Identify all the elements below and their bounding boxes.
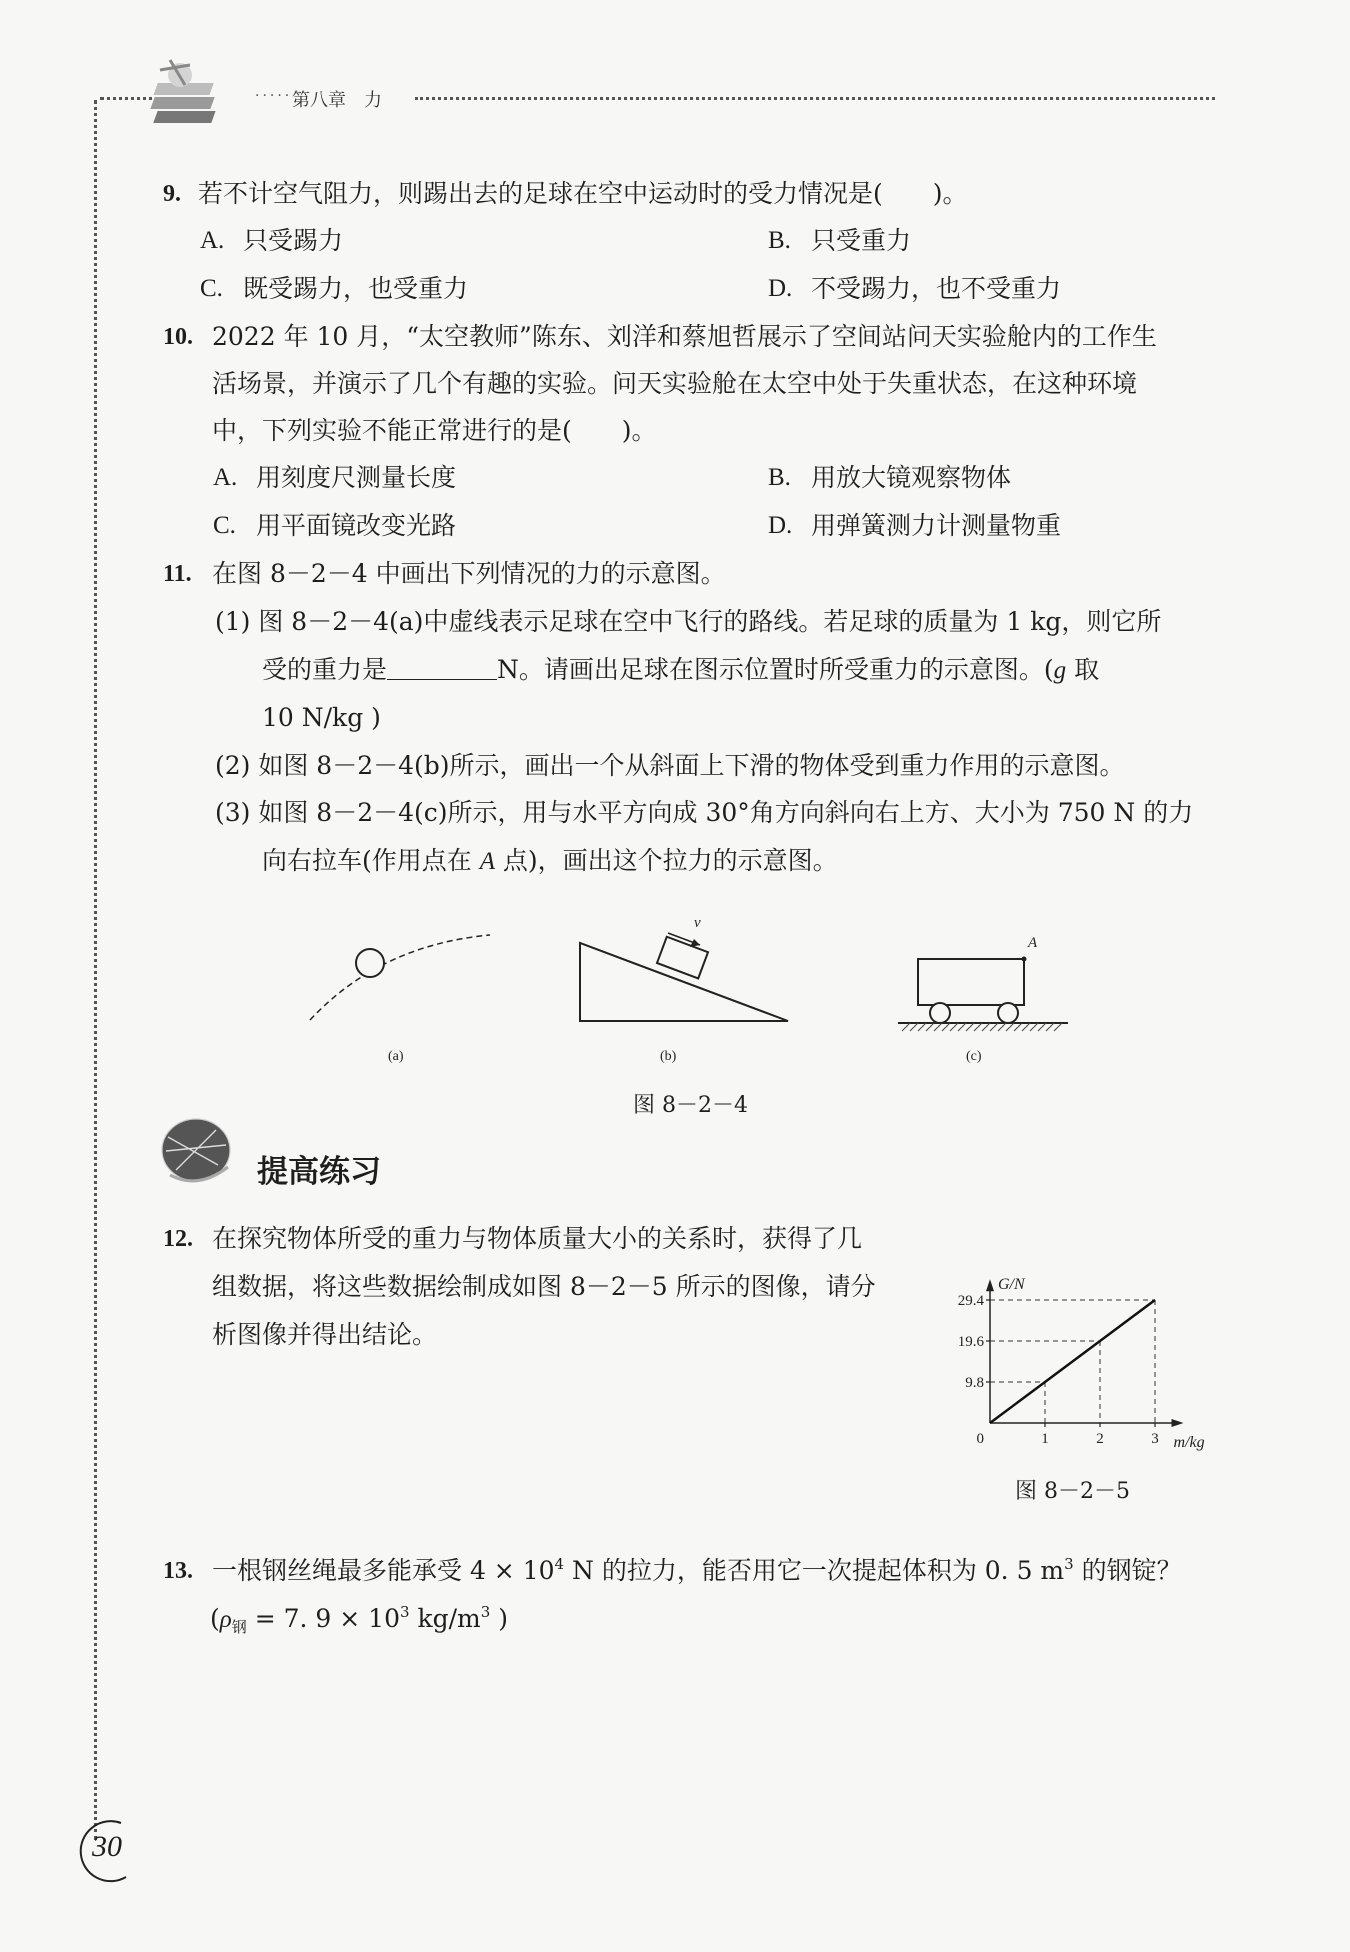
answer-blank[interactable] [387,655,497,680]
q11-stem: 在图 8－2－4 中画出下列情况的力的示意图。 [212,559,726,588]
q11-part2: (2) 如图 8－2－4(b)所示，画出一个从斜面上下滑的物体受到重力作用的示意图。 [215,751,1125,780]
gravity-mass-chart [940,1210,1230,1460]
x-tick-label: 3 [1151,1431,1159,1447]
section-title: 提高练习 [257,1154,381,1189]
q9-option-d: 不受踢力，也不受重力 [811,274,1062,303]
q13-text-c: 的钢锭？ [1073,1556,1182,1585]
q13-rho-sub: 钢 [231,1618,247,1636]
q13-number: 13. [163,1558,193,1584]
q11-part3-text-b: 点)，画出这个拉力的示意图。 [494,846,838,875]
q11-point-a: A [479,848,495,875]
q13-text-a: 一根钢丝绳最多能承受 4 × 10 [212,1556,555,1585]
q11-part1-text-c: 取 [1066,655,1100,684]
q13-exp-2: 3 [1064,1555,1074,1573]
q9-option-d-letter: D. [768,275,793,302]
origin-label: 0 [976,1431,984,1447]
ground-hatching [902,1023,1062,1031]
q12-line-3: 析图像并得出结论。 [212,1320,438,1349]
q9-option-a-letter: A. [200,227,225,254]
chapter-logo-icon [150,55,260,135]
q10-option-c: 用平面镜改变光路 [256,511,457,540]
q11-number: 11. [163,561,192,587]
x-tick-label: 2 [1096,1431,1104,1447]
chapter-title: 第八章 力 [292,90,382,111]
q9-option-b-letter: B. [768,227,791,254]
q11-part1-line1: (1) 图 8－2－4(a)中虚线表示足球在空中飞行的路线。若足球的质量为 1 kg，则它所 [215,607,1162,636]
data-line [990,1300,1155,1423]
q10-option-a-letter: A. [213,464,238,491]
q11-part3-text-a: 向右拉车(作用点在 [262,846,480,875]
q10-number: 10. [163,324,193,350]
point-a-label: A [1028,935,1038,951]
header-dotted-rule [415,97,1215,100]
q10-line-1: 2022 年 10 月，“太空教师”陈东、刘洋和蔡旭哲展示了空间站问天实验舱内的工作生 [212,322,1157,351]
velocity-label: v [694,915,701,931]
x-tick-label: 1 [1041,1431,1049,1447]
q10-option-a: 用刻度尺测量长度 [256,463,457,492]
q12-line-1: 在探究物体所受的重力与物体质量大小的关系时，获得了几 [212,1224,863,1253]
q9-option-c-letter: C. [200,275,223,302]
side-dotted-rule [94,100,97,1840]
q13-line-1 [212,1556,1182,1586]
y-tick-label: 9.8 [965,1375,984,1391]
q13-line-2 [210,1604,508,1635]
figure-8-2-4-caption: 图 8－2－4 [633,1093,748,1118]
cart-body [918,959,1024,1005]
page-number: 30 [92,1830,122,1863]
q9-option-b: 只受重力 [811,226,912,255]
q11-part1-text-a: 受的重力是 [262,655,388,684]
q11-part3-line1: (3) 如图 8－2－4(c)所示，用与水平方向成 30°角方向斜向右上方、大小为 750 N 的力 [215,798,1194,827]
q11-part1-line3: 10 N/kg ) [262,703,381,732]
q9-number: 9. [163,181,181,207]
q10-option-b-letter: B. [768,464,791,491]
y-tick-label: 29.4 [957,1293,984,1309]
cart-wheel-right [998,1003,1018,1023]
q13-text-d: = 7. 9 × 10 [246,1604,400,1633]
globe-icon [158,1115,238,1187]
subcaption-a: (a) [388,1049,404,1064]
q9-option-a: 只受踢力 [243,226,344,255]
q12-line-2: 组数据，将这些数据绘制成如图 8－2－5 所示的图像，请分 [212,1272,876,1301]
y-axis-label: G/N [998,1276,1025,1294]
q9-option-c: 既受踢力，也受重力 [243,274,469,303]
q10-option-d-letter: D. [768,512,793,539]
q10-line-3: 中，下列实验不能正常进行的是( )。 [212,416,657,445]
q10-line-2: 活场景，并演示了几个有趣的实验。问天实验舱在太空中处于失重状态，在这种环境 [212,369,1138,398]
football-trajectory [310,935,490,1020]
sliding-block [657,937,708,979]
cart-wheel-left [930,1003,950,1023]
football [356,949,384,977]
q11-g-symbol: g [1053,657,1067,684]
chart-caption: 图 8－2－5 [1015,1479,1130,1504]
q13-exp-3: 3 [399,1603,410,1621]
q13-exp-4: 3 [480,1603,491,1621]
x-axis-label: m/kg [1173,1434,1205,1451]
figure-8-2-4 [290,905,1070,1075]
q10-option-d: 用弹簧测力计测量物重 [811,511,1062,540]
subcaption-b: (b) [660,1049,677,1064]
q11-part1-text-b: N。请画出足球在图示位置时所受重力的示意图。( [497,655,1054,684]
q13-exp-1: 4 [554,1555,565,1573]
header-dots: ····· [255,88,293,104]
q13-text-b: N 的拉力，能否用它一次提起体积为 0. 5 m [564,1556,1065,1585]
q13-open: ( [210,1604,220,1633]
q9-stem: 若不计空气阻力，则踢出去的足球在空中运动时的受力情况是( )。 [198,179,968,208]
q12-number: 12. [163,1226,193,1252]
y-tick-label: 19.6 [957,1334,984,1350]
q11-part3-line2 [262,846,838,877]
q13-close: ) [490,1604,509,1633]
y-axis-arrow [986,1279,994,1291]
q11-part1-line2 [262,655,1099,686]
x-axis-arrow [1172,1419,1184,1427]
q13-text-e: kg/m [409,1604,481,1633]
q10-option-c-letter: C. [213,512,236,539]
q10-option-b: 用放大镜观察物体 [811,463,1012,492]
subcaption-c: (c) [966,1049,982,1064]
point-a-dot [1022,957,1027,962]
q13-rho: ρ [219,1606,232,1633]
